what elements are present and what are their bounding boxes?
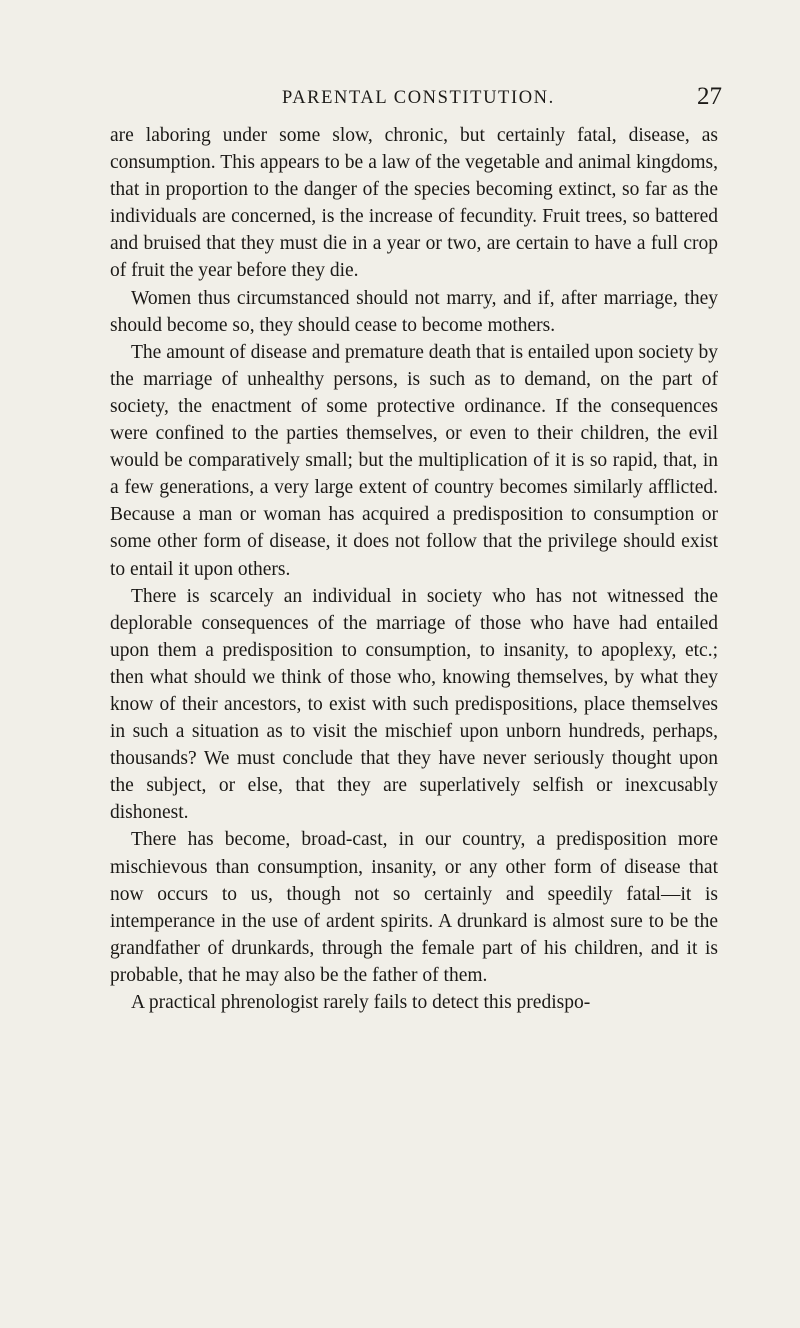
page-header [282,83,722,118]
paragraph: are laboring under some slow, chronic, but certainly fatal, disease, as consumption. This appears to be a law of the vegetable and animal kingdoms, that in proportion to the danger of the species becoming extinct, so far as the individuals are concerned, is the increase of fecundity. Fruit trees, so battered and bruised that they must die in a year or two, are certain to have a full crop of fruit the year before they die. [110,125,718,282]
running-title: PARENTAL CONSTITUTION. [282,88,555,108]
body-text [110,122,718,1016]
paragraph: Women thus circumstanced should not marry, and if, after marriage, they should become so, they should cease to become mothers. [110,287,718,336]
paragraph: There is scarcely an individual in society who has not witnessed the deplorable consequences of the marriage of those who have had entailed upon them a predisposition to consumption, to insanity, to apoplexy, etc.; then what should we think of those who, knowing themselves, by what they know of their ancestors, to exist with such predispositions, place themselves in such a situation as to visit the mischief upon unborn hundreds, perhaps, thousands? We must conclude that they have never seriously thought upon the subject, or else, that they are superlatively selfish or inexcusably dishonest. [110,585,718,824]
paragraph: The amount of disease and premature death that is entailed upon society by the marriage of unhealthy persons, is such as to demand, on the part of society, the enactment of some protective ordinance. If the consequences were confined to the parties themselves, or even to their children, the evil would be comparatively small; but the multiplication of it is so rapid, that, in a few generations, a very large extent of country becomes similarly afflicted. Because a man or woman has acquired a predisposition to consumption or some other form of disease, it does not follow that the privilege should exist to entail it upon others. [110,341,718,580]
page-number: 27 [697,83,722,110]
paragraph: A practical phrenologist rarely fails to detect this predispo- [131,992,591,1013]
paragraph: There has become, broad-cast, in our country, a predisposition more mischievous than consumption, insanity, or any other form of disease that now occurs to us, though not so certainly and speedily fatal—it is intemperance in the use of ardent spirits. A drunkard is almost sure to be the grandfather of drunkards, through the female part of his children, and it is probable, that he may also be the father of them. [110,829,718,986]
